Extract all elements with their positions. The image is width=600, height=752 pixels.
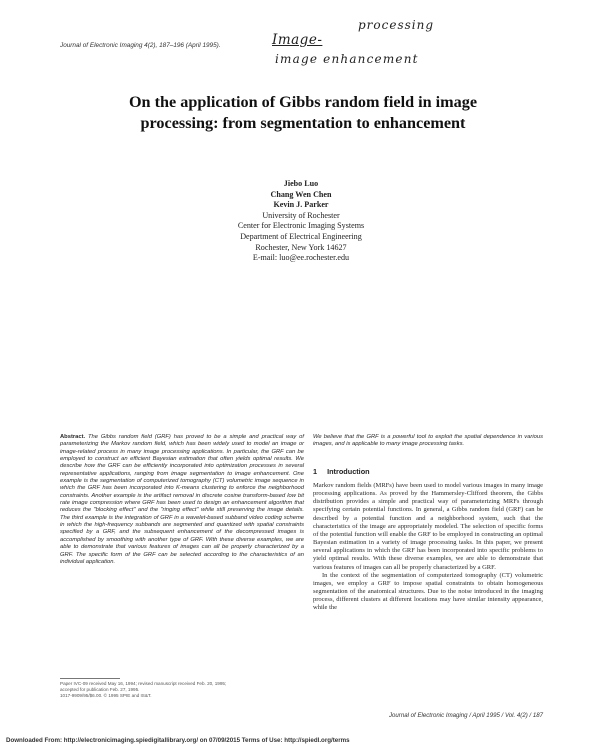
author-name: Kevin J. Parker bbox=[273, 200, 329, 210]
handwritten-note-enhancement: image enhancement bbox=[275, 52, 419, 66]
handwritten-note-processing: processing bbox=[358, 18, 435, 32]
journal-citation: Journal of Electronic Imaging 4(2), 187–196 (April 1995). bbox=[60, 42, 221, 49]
affiliation-city: Rochester, New York 14627 bbox=[255, 242, 347, 252]
section-number: 1 bbox=[313, 467, 318, 476]
handwritten-note-image: Image- bbox=[272, 32, 323, 48]
abstract bbox=[60, 434, 304, 566]
footnote-rule bbox=[60, 678, 120, 679]
page-folio: Journal of Electronic Imaging / April 1995 / Vol. 4(2) / 187 bbox=[388, 712, 543, 719]
section-title: Introduction bbox=[327, 467, 370, 476]
paragraph: Markov random fields (MRFs) have been used to model various images in many image processing applications. As proved by the Hammersley-Clifford theorem, the Gibbs distribution provides a simple and practical way of parameterizing MRFs through specifying certain potential functions. In general, a Gibbs random field (GRF) can be described by a potential function and a neighborhood system, such that the characteristics of the image are appropriately modeled. The selection of specific forms of the potential function will enable the GRF to be employed in constructing an optimal Bayesian estimation in a variety of image processing tasks. In this paper, we present several applications in which the GRF has been incorporated into specific problems to yield optimal results. With these diverse examples, we are able to demonstrate that various features of images can all be properly characterized by a GRF. bbox=[313, 482, 543, 571]
footnote-line: 1017-9909/95/$6.00. © 1995 SPIE and IS&T. bbox=[60, 692, 152, 698]
footnote bbox=[60, 681, 304, 698]
footnote-line: accepted for publication Feb. 27, 1995. bbox=[60, 686, 140, 692]
footnote-line: Paper IVC-09 received May 16, 1994; revised manuscript received Feb. 20, 1995; bbox=[60, 681, 227, 686]
author-email: E-mail: luo@ee.rochester.edu bbox=[252, 253, 350, 263]
introduction-body bbox=[313, 482, 543, 613]
download-notice: Downloaded From: http://electronicimaging.spiedigitallibrary.org/ on 07/09/2015 Terms of Use: http://spiedl.org/terms bbox=[6, 737, 350, 744]
affiliation-department: Department of Electrical Engineering bbox=[240, 231, 362, 241]
abstract-text: The Gibbs random field (GRF) has proved to be a simple and practical way of parameterizing the Markov random field, which has been widely used to model an image or image-related process in many image processing applications. In particular, the GRF can be employed to construct an efficient Bayesian estimation that often yields optimal results. We describe how the GRF can be efficiently incorporated into optimization processes in several representative applications, ranging from image segmentation to image enhancement. One example is the segmentation of computerized tomography (CT) volumetric image sequence in which the GRF has been incorporated into K-means clustering to enforce the neighborhood constraints. Another example is the artifact removal in discrete cosine transform-based low bit rate image compression where GRF has been used to design an enhancement algorithm that reduces the "blocking effect" and the "ringing effect" while still preserving the image details. The third example is the integration of GRF in a wavelet-based subband video coding scheme in which the high-frequency subbands are segmented and quantized with spatial constraints specified by a GRF, and the subsequent enhancement of the decompressed images is accomplished by smoothing with another type of GRF. With these diverse examples, we are able to demonstrate that various features of images can all be properly characterized by a GRF. The specific form of the GRF can be selected according to the characteristics of an individual application. bbox=[60, 434, 304, 565]
affiliation-university: University of Rochester bbox=[262, 210, 340, 220]
abstract-label: Abstract. bbox=[60, 434, 86, 440]
author-name: Chang Wen Chen bbox=[270, 189, 332, 199]
section-heading bbox=[313, 467, 370, 476]
author-name: Jiebo Luo bbox=[283, 179, 319, 188]
author-block bbox=[196, 179, 406, 264]
paragraph: In the context of the segmentation of computerized tomography (CT) volumetric images, we employ a GRF to impose spatial constraints to obtain homogeneous segmentation of the anatomical structures. Due to the noise introduced in the imaging process, different clusters at different locations may have similar intensity appearance, while the bbox=[313, 571, 543, 612]
abstract-continued: We believe that the GRF is a powerful tool to exploit the spatial dependence in various images, and is applicable to many image processing tasks. bbox=[313, 434, 543, 448]
affiliation-center: Center for Electronic Imaging Systems bbox=[237, 221, 365, 231]
paper-title: On the application of Gibbs random field in image processing: from segmentation to enhancement bbox=[128, 93, 478, 132]
